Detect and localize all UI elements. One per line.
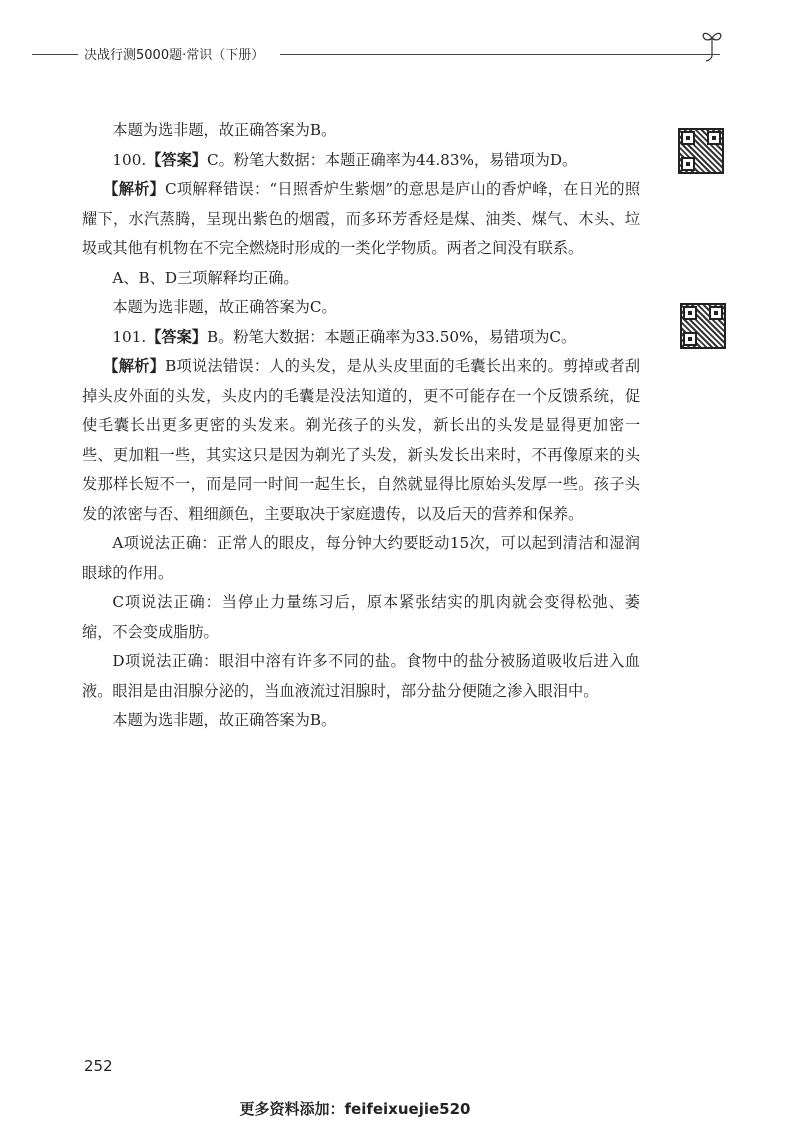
header-rule-left [32,54,78,55]
answer-101 [82,323,640,353]
paragraph [82,529,640,588]
paragraph-text: C。粉笔大数据：本题正确率为44.83%，易错项为D。 [206,150,578,169]
paragraph [82,706,640,736]
answer-tag: 【答案】 [146,327,207,346]
paragraph [82,116,640,146]
book-title: 决战行测5000题·常识（下册） [84,48,265,63]
answer-tag: 【答案】 [146,150,207,169]
analysis-100 [82,175,640,264]
analysis-101 [82,352,640,529]
footer-note: 更多资料添加：feifeixuejie520 [239,1100,471,1118]
answer-100 [82,146,640,176]
qr-code-100[interactable] [678,128,724,174]
paragraph-text: A、B、D三项解释均正确。 [112,268,299,287]
qr-code-101[interactable] [680,303,726,349]
header-rule-right [280,54,720,55]
sprout-icon [700,28,724,62]
paragraph-text: C项解释错误：“日照香炉生紫烟”的意思是庐山的香炉峰，在日光的照耀下，水汽蒸腾，呈现出紫色的烟霞，而多环芳香烃是煤、油类、煤气、木头、垃圾或其他有机物在不完全燃烧时形成的一类化学物质。两者之间没有联系。 [82,180,641,257]
paragraph [82,588,640,647]
question-number: 100. [112,150,147,169]
paragraph-text: 本题为选非题，故正确答案为C。 [112,298,337,316]
paragraph [82,647,640,706]
paragraph-text: 本题为选非题，故正确答案为B。 [112,711,337,729]
question-number: 101. [112,327,147,346]
running-header [32,42,722,62]
paragraph-text: 本题为选非题，故正确答案为B。 [112,121,337,139]
paragraph-text: B。粉笔大数据：本题正确率为33.50%，易错项为C。 [206,327,577,346]
paragraph-text: D项说法正确：眼泪中溶有许多不同的盐。食物中的盐分被肠道吸收后进入血液。眼泪是由泪腺分泌的，当血液流过泪腺时，部分盐分便随之渗入眼泪中。 [82,652,640,700]
paragraph-text: B项说法错误：人的头发，是从头皮里面的毛囊长出来的。剪掉或者刮掉头皮外面的头发，头皮内的毛囊是没法知道的，更不可能存在一个反馈系统，促使毛囊长出更多更密的头发来。剃光孩子的头发，新长出的头发是显得更加密一些、更加粗一些，其实这只是因为剃光了头发，新头发长出来时，不再像原来的头发那样长短不一，而是同一时间一起生长，自然就显得比原始头发厚一些。孩子头发的浓密与否、粗细颜色，主要取决于家庭遗传，以及后天的营养和保养。 [82,357,641,523]
page-number: 252 [84,1057,113,1075]
paragraph-text: C项说法正确：当停止力量练习后，原本紧张结实的肌肉就会变得松弛、萎缩，不会变成脂肪。 [82,593,640,641]
analysis-tag: 【解析】 [103,180,165,198]
paragraph [82,264,640,294]
paragraph [82,293,640,323]
paragraph-text: A项说法正确：正常人的眼皮，每分钟大约要眨动15次，可以起到清洁和湿润眼球的作用。 [82,534,640,582]
analysis-tag: 【解析】 [103,357,166,375]
answer-explanations [82,116,640,736]
